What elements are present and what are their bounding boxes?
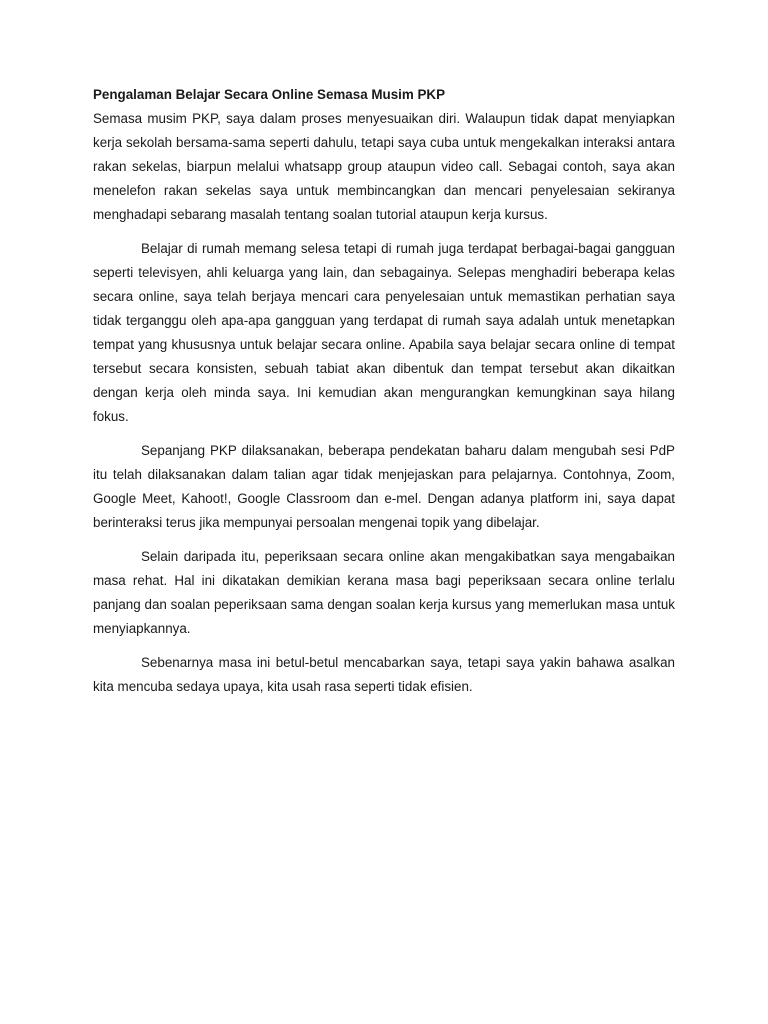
paragraph-4: Selain daripada itu, peperiksaan secara online akan mengakibatkan saya mengabaikan masa rehat. Hal ini dikatakan demikian kerana masa bagi peperiksaan secara online terlalu panjang dan soalan peperiksaan sama dengan soalan kerja kursus yang memerlukan masa untuk menyiapkannya. bbox=[93, 549, 675, 636]
paragraph-5: Sebenarnya masa ini betul-betul mencabarkan saya, tetapi saya yakin bahawa asalkan kita mencuba sedaya upaya, kita usah rasa seperti tidak efisien. bbox=[93, 655, 675, 694]
paragraph-2: Belajar di rumah memang selesa tetapi di rumah juga terdapat berbagai-bagai gangguan seperti televisyen, ahli keluarga yang lain, dan sebagainya. Selepas menghadiri beberapa kelas secara online, saya telah berjaya mencari cara penyelesaian untuk memastikan perhatian saya tidak terganggu oleh apa-apa gangguan yang terdapat di rumah saya adalah untuk menetapkan tempat yang khususnya untuk belajar secara online. Apabila saya belajar secara online di tempat tersebut secara konsisten, sebuah tabiat akan dibentuk dan tempat tersebut akan dikaitkan dengan kerja oleh minda saya. Ini kemudian akan mengurangkan kemungkinan saya hilang fokus. bbox=[93, 241, 675, 424]
paragraph-1: Semasa musim PKP, saya dalam proses menyesuaikan diri. Walaupun tidak dapat menyiapkan kerja sekolah bersama-sama seperti dahulu, tetapi saya cuba untuk mengekalkan interaksi antara rakan sekelas, biarpun melalui whatsapp group ataupun video call. Sebagai contoh, saya akan menelefon rakan sekelas saya untuk membincangkan dan mencari penyelesaian sekiranya menghadapi sebarang masalah tentang soalan tutorial ataupun kerja kursus. bbox=[93, 111, 675, 222]
document-title: Pengalaman Belajar Secara Online Semasa Musim PKP bbox=[93, 87, 446, 102]
paragraph-3: Sepanjang PKP dilaksanakan, beberapa pendekatan baharu dalam mengubah sesi PdP itu telah dilaksanakan dalam talian agar tidak menjejaskan para pelajarnya. Contohnya, Zoom, Google Meet, Kahoot!, Google Classroom dan e-mel. Dengan adanya platform ini, saya dapat berinteraksi terus jika mempunyai persoalan mengenai topik yang dibelajar. bbox=[93, 443, 675, 530]
document-body bbox=[93, 84, 675, 709]
